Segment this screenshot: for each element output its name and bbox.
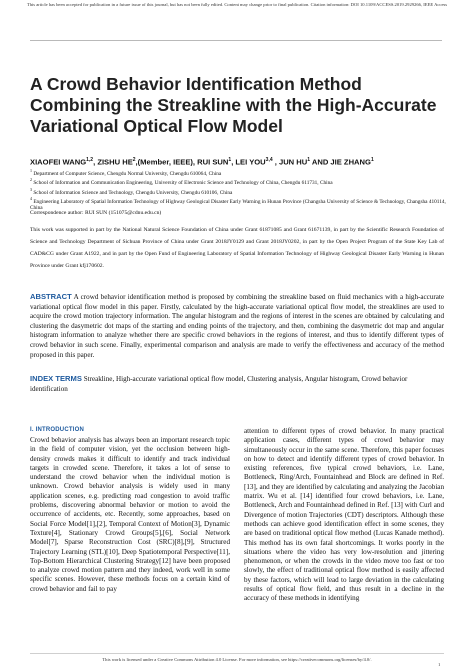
author-affiliation-mark: 3,4 (265, 157, 273, 163)
author-name: JIE ZHANG (330, 157, 371, 167)
intro-column-right: attention to different types of crowd behavior. In many practical application cases, different types of crowd behavior may simultaneously occur in the same scene. Therefore, this paper focuses on how to detect and identify different types of crowd behavior. In existing references, five typical crowd behaviors, i.e. Lane, Bottleneck, Ring/Arch, Fountainhead and Block are defined in Ref. [13], and they are identified by calculating and analyzing the Jacobian matrix. Wu et al. [14] identified four crowd behaviors, i.e. Lane, Bottleneck, Arch and Fountainhead defined in Ref. [13] with Curl and Divergence of motion Trajectories (CDT) descriptors. Although these methods can achieve good identification effect in some scenes, they are based on traditional optical flow method (Lucas Kanade method). This method has its own fatal shortcomings. It works poorly in the situations where the video has very low-resolution and jittering phenomenon, or when the crowds in the video move too fast or too slowly, the effect of traditional optical flow method is easily affected by these factors, which will lead to large deviation in the calculating results of optical flow field, and thus result in a decline in the accuracy of these methods in identifying (244, 427, 444, 603)
affiliation-number: 2 (30, 177, 32, 183)
author-affiliation-mark: 1,2 (86, 157, 94, 163)
affiliation-list (30, 168, 450, 212)
intro-column-left: Crowd behavior analysis has always been an important research topic in the field of computer vision, yet the occlusion between high-density crowds makes it difficult to identify and track individual targets in crowded scene. Therefore, it takes a lot of sense to understand the crowd behavior when the individual motion is unknown. Crowd behavior analysis is widely used in many application scenes, e.g. predicting road congestion to avoid traffic problems, discovering abnormal behavior or motion to avoid the occurrence of accidents, etc. Recently, some approaches, based on Social Force Model[1],[2], Temporal Context of Motion[3], Dynamic Texture[4], Stationary Crowd Groups[5],[6], Social Network Model[7], Sparse Reconstruction Cost (SRC)[8],[9], Structured Trajectory Learning (STL)[10], Deep Spatiotemporal Perspective[11], Top-Bottom Hierarchical Clustering Strategy[12] have been proposed to analyze crowd motion pattern and they indeed, work well in some specific scenes. However, these methods focus on a certain kind of crowd behavior and fail to pay (30, 436, 230, 593)
section-heading: I. INTRODUCTION (30, 427, 84, 433)
abstract-text: A crowd behavior identification method is proposed by combining the streakline based on fluid mechanics with a high-accurate variational optical flow model in this paper. Firstly, calculated by the high-accurate variational optical flow model, the streaklines are used to acquire the crowd motion trajectory information. The angular histogram and the regions of interest in the scenes are obtained by calculating and clustering the dasymetric dot maps of the starting and ending points of the trajectory, and then, combining the dasymetric dot map and angular histogram information to analyze whether there are specific crowd behaviors in the regions of interest, and thus to identify different types of crowd behavior in such scene. Finally, experimental comparison and analysis are made to verify the effectiveness and accuracy of the method proposed in this paper. (30, 293, 445, 359)
author-separator: , (231, 157, 236, 167)
affiliation-text: Engineering Laboratory of Spatial Information Technology of Highway Geological Disaster Early Warning in Hunan Province (Changsha University of Science & Technology, Changsha 410114, China (30, 198, 446, 212)
title-divider (30, 40, 442, 41)
affiliation-item (30, 168, 450, 177)
author-list (30, 155, 450, 168)
author-affiliation-mark: 1 (370, 157, 374, 163)
author-name: ZISHU HE (97, 157, 133, 167)
author-affiliation-mark: 1 (307, 157, 311, 163)
author-name: RUI SUN (197, 157, 229, 167)
index-terms-text: Streakline, High-accurate variational optical flow model, Clustering analysis, Angular histogram, Crowd behavior identification (30, 375, 408, 393)
author-separator: , (93, 157, 98, 167)
author-affiliation-mark: 1 (228, 157, 232, 163)
license-footer: This work is licensed under a Creative Commons Attribution 4.0 License. For more information, see https://creativecommons.org/licenses/by/4.0/. (102, 657, 372, 662)
abstract-label: ABSTRACT (30, 292, 72, 301)
affiliation-number: 1 (30, 168, 32, 173)
paper-title: A Crowd Behavior Identification Method Combining the Streakline with the High-Accurate Variational Optical Flow Model (30, 74, 437, 136)
author-name: LEI YOU (235, 157, 266, 167)
index-terms-label: INDEX TERMS (30, 374, 82, 383)
page-number: 1 (438, 662, 441, 667)
affiliation-text: Department of Computer Science, Chengdu Normal University, Chengdu 610064, China (32, 170, 222, 177)
affiliation-text: School of Information and Communication Engineering, University of Electronic Science and Technology of China, Chengdu 611731, China (32, 180, 333, 187)
correspondence-line: Correspondence author: RUI SUN (151075@cdnu.edu.cn) (30, 210, 162, 216)
author-affiliation-mark: 2 (132, 157, 136, 163)
affiliation-number: 4 (30, 196, 32, 202)
affiliation-number: 3 (30, 186, 32, 192)
affiliation-item (30, 177, 450, 186)
index-terms-block (30, 374, 444, 394)
funding-statement: This work was supported in part by the National Natural Science Foundation of China under Grant 61871085 and Grant 61671139, in part by the Scientific Research Foundation of Science and Technology Department of Sichuan Province of China under Grant 2018JY0129 and Grant 2018JY0202, in part by the Open Project Program of the State Key Lab of CAD&CG under Grant A1922, and in part by the Open Fund of Engineering Laboratory of Spatial Information Technology of Highway Geological Disaster Early Warning in Hunan Province under Grant kfj170602. (30, 227, 444, 269)
author-name: XIAOFEI WANG (30, 157, 87, 167)
affiliation-text: School of Information Science and Technology, Chengdu University, Chengdu 610106, China (32, 189, 233, 196)
affiliation-item (30, 187, 450, 196)
header-note: This article has been accepted for publication in a future issue of this journal, but has not been fully edited. Content may change prior to final publication. Citation information: DOI 10.1109/ACCESS.2019.2929266, IEEE Access (26, 2, 448, 7)
author-separator: AND (310, 157, 331, 167)
abstract-block (30, 292, 444, 360)
footer-divider (30, 653, 444, 654)
author-separator: , (272, 157, 279, 167)
author-separator: ,(Member, IEEE), (135, 157, 198, 167)
author-name: JUN HU (278, 157, 308, 167)
